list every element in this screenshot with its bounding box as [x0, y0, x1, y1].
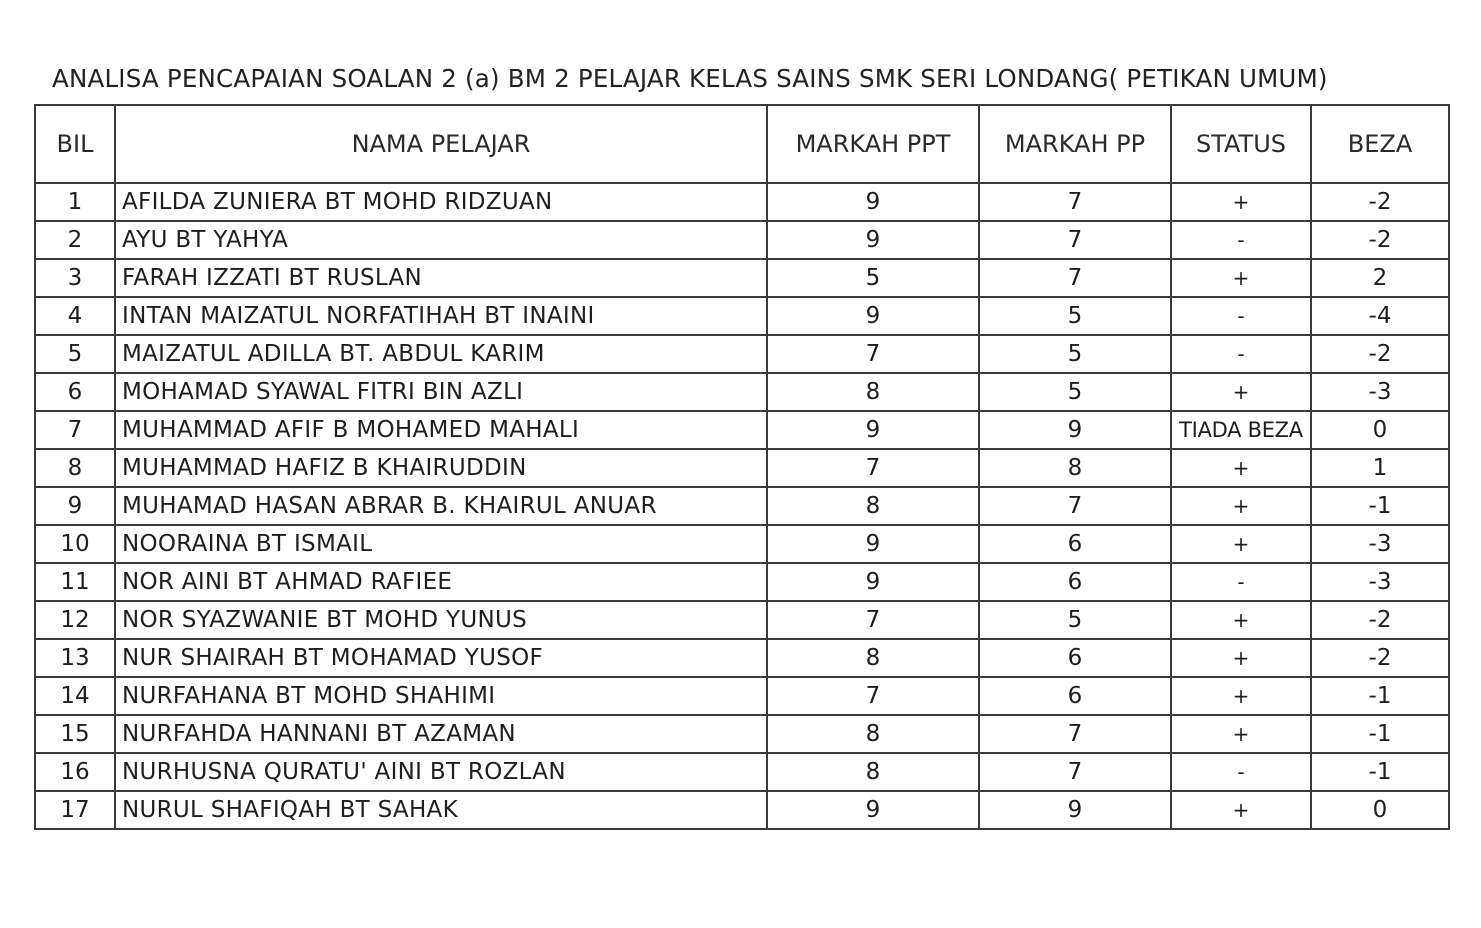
cell-nama-pelajar: NUR SHAIRAH BT MOHAMAD YUSOF: [115, 639, 767, 677]
table-row: [35, 525, 1449, 563]
cell-nama-pelajar: NURHUSNA QURATU' AINI BT ROZLAN: [115, 753, 767, 791]
cell-markah-pp: 7: [979, 753, 1171, 791]
cell-markah-ppt: 9: [767, 297, 979, 335]
cell-markah-ppt: 9: [767, 221, 979, 259]
cell-bil: 13: [35, 639, 115, 677]
cell-nama-pelajar: AYU BT YAHYA: [115, 221, 767, 259]
cell-bil: 16: [35, 753, 115, 791]
table-row: [35, 753, 1449, 791]
cell-bil: 4: [35, 297, 115, 335]
cell-markah-ppt: 7: [767, 677, 979, 715]
cell-nama-pelajar: MUHAMMAD AFIF B MOHAMED MAHALI: [115, 411, 767, 449]
cell-markah-ppt: 9: [767, 183, 979, 221]
cell-markah-ppt: 8: [767, 373, 979, 411]
cell-markah-ppt: 8: [767, 715, 979, 753]
cell-beza: 2: [1311, 259, 1449, 297]
cell-status: +: [1171, 715, 1311, 753]
cell-beza: 1: [1311, 449, 1449, 487]
cell-beza: -2: [1311, 601, 1449, 639]
table-row: [35, 639, 1449, 677]
cell-bil: 6: [35, 373, 115, 411]
cell-nama-pelajar: NURUL SHAFIQAH BT SAHAK: [115, 791, 767, 829]
cell-markah-ppt: 7: [767, 335, 979, 373]
cell-status: +: [1171, 259, 1311, 297]
cell-nama-pelajar: FARAH IZZATI BT RUSLAN: [115, 259, 767, 297]
table-row: [35, 449, 1449, 487]
table-row: [35, 335, 1449, 373]
cell-beza: -4: [1311, 297, 1449, 335]
cell-markah-pp: 7: [979, 221, 1171, 259]
table-row: [35, 297, 1449, 335]
cell-markah-ppt: 8: [767, 639, 979, 677]
cell-markah-ppt: 8: [767, 753, 979, 791]
cell-bil: 8: [35, 449, 115, 487]
cell-nama-pelajar: MUHAMMAD HAFIZ B KHAIRUDDIN: [115, 449, 767, 487]
cell-bil: 11: [35, 563, 115, 601]
cell-bil: 2: [35, 221, 115, 259]
cell-beza: -3: [1311, 525, 1449, 563]
cell-markah-pp: 5: [979, 373, 1171, 411]
cell-nama-pelajar: MOHAMAD SYAWAL FITRI BIN AZLI: [115, 373, 767, 411]
table-row: [35, 677, 1449, 715]
table-row: [35, 183, 1449, 221]
cell-status: +: [1171, 639, 1311, 677]
cell-beza: -3: [1311, 563, 1449, 601]
cell-markah-ppt: 7: [767, 449, 979, 487]
cell-bil: 5: [35, 335, 115, 373]
cell-nama-pelajar: MUHAMAD HASAN ABRAR B. KHAIRUL ANUAR: [115, 487, 767, 525]
table-row: [35, 791, 1449, 829]
cell-bil: 3: [35, 259, 115, 297]
cell-bil: 9: [35, 487, 115, 525]
cell-markah-pp: 5: [979, 601, 1171, 639]
cell-nama-pelajar: NOORAINA BT ISMAIL: [115, 525, 767, 563]
header-markah-ppt: MARKAH PPT: [767, 105, 979, 183]
cell-status: +: [1171, 373, 1311, 411]
cell-markah-ppt: 8: [767, 487, 979, 525]
cell-bil: 12: [35, 601, 115, 639]
cell-bil: 17: [35, 791, 115, 829]
cell-markah-ppt: 9: [767, 525, 979, 563]
cell-beza: -2: [1311, 335, 1449, 373]
cell-nama-pelajar: MAIZATUL ADILLA BT. ABDUL KARIM: [115, 335, 767, 373]
cell-beza: -1: [1311, 715, 1449, 753]
cell-status: -: [1171, 335, 1311, 373]
cell-nama-pelajar: NURFAHDA HANNANI BT AZAMAN: [115, 715, 767, 753]
cell-status: -: [1171, 563, 1311, 601]
cell-bil: 1: [35, 183, 115, 221]
cell-markah-pp: 6: [979, 639, 1171, 677]
cell-status: +: [1171, 525, 1311, 563]
cell-markah-pp: 5: [979, 335, 1171, 373]
cell-markah-ppt: 9: [767, 411, 979, 449]
cell-nama-pelajar: NURFAHANA BT MOHD SHAHIMI: [115, 677, 767, 715]
cell-status: +: [1171, 601, 1311, 639]
cell-nama-pelajar: AFILDA ZUNIERA BT MOHD RIDZUAN: [115, 183, 767, 221]
cell-markah-pp: 7: [979, 183, 1171, 221]
cell-markah-pp: 7: [979, 715, 1171, 753]
cell-beza: -3: [1311, 373, 1449, 411]
cell-beza: -1: [1311, 677, 1449, 715]
cell-status: -: [1171, 297, 1311, 335]
cell-markah-pp: 6: [979, 563, 1171, 601]
cell-nama-pelajar: NOR SYAZWANIE BT MOHD YUNUS: [115, 601, 767, 639]
header-beza: BEZA: [1311, 105, 1449, 183]
cell-status: +: [1171, 183, 1311, 221]
cell-status: +: [1171, 487, 1311, 525]
table-row: [35, 373, 1449, 411]
table-row: [35, 411, 1449, 449]
cell-markah-pp: 7: [979, 487, 1171, 525]
cell-beza: -2: [1311, 639, 1449, 677]
cell-beza: -1: [1311, 487, 1449, 525]
table-row: [35, 259, 1449, 297]
cell-markah-pp: 9: [979, 411, 1171, 449]
table-row: [35, 563, 1449, 601]
cell-status: -: [1171, 221, 1311, 259]
cell-status: +: [1171, 791, 1311, 829]
cell-markah-pp: 8: [979, 449, 1171, 487]
cell-beza: 0: [1311, 791, 1449, 829]
cell-markah-ppt: 7: [767, 601, 979, 639]
cell-bil: 10: [35, 525, 115, 563]
cell-status: TIADA BEZA: [1171, 411, 1311, 449]
document-title: ANALISA PENCAPAIAN SOALAN 2 (a) BM 2 PELAJAR KELAS SAINS SMK SERI LONDANG( PETIKAN UMUM): [52, 64, 1328, 93]
header-bil: BIL: [35, 105, 115, 183]
cell-beza: 0: [1311, 411, 1449, 449]
cell-nama-pelajar: NOR AINI BT AHMAD RAFIEE: [115, 563, 767, 601]
cell-markah-ppt: 9: [767, 563, 979, 601]
header-markah-pp: MARKAH PP: [979, 105, 1171, 183]
table-row: [35, 601, 1449, 639]
cell-status: +: [1171, 677, 1311, 715]
header-status: STATUS: [1171, 105, 1311, 183]
header-nama-pelajar: NAMA PELAJAR: [115, 105, 767, 183]
cell-markah-pp: 5: [979, 297, 1171, 335]
cell-bil: 14: [35, 677, 115, 715]
cell-markah-pp: 6: [979, 677, 1171, 715]
cell-bil: 7: [35, 411, 115, 449]
cell-status: +: [1171, 449, 1311, 487]
table-row: [35, 221, 1449, 259]
cell-markah-pp: 9: [979, 791, 1171, 829]
cell-markah-pp: 7: [979, 259, 1171, 297]
results-table: [34, 104, 1450, 830]
cell-beza: -2: [1311, 221, 1449, 259]
cell-beza: -2: [1311, 183, 1449, 221]
header-row: [35, 105, 1449, 183]
cell-markah-pp: 6: [979, 525, 1171, 563]
cell-markah-ppt: 9: [767, 791, 979, 829]
table-row: [35, 487, 1449, 525]
table-row: [35, 715, 1449, 753]
cell-beza: -1: [1311, 753, 1449, 791]
cell-bil: 15: [35, 715, 115, 753]
cell-nama-pelajar: INTAN MAIZATUL NORFATIHAH BT INAINI: [115, 297, 767, 335]
cell-markah-ppt: 5: [767, 259, 979, 297]
cell-status: -: [1171, 753, 1311, 791]
